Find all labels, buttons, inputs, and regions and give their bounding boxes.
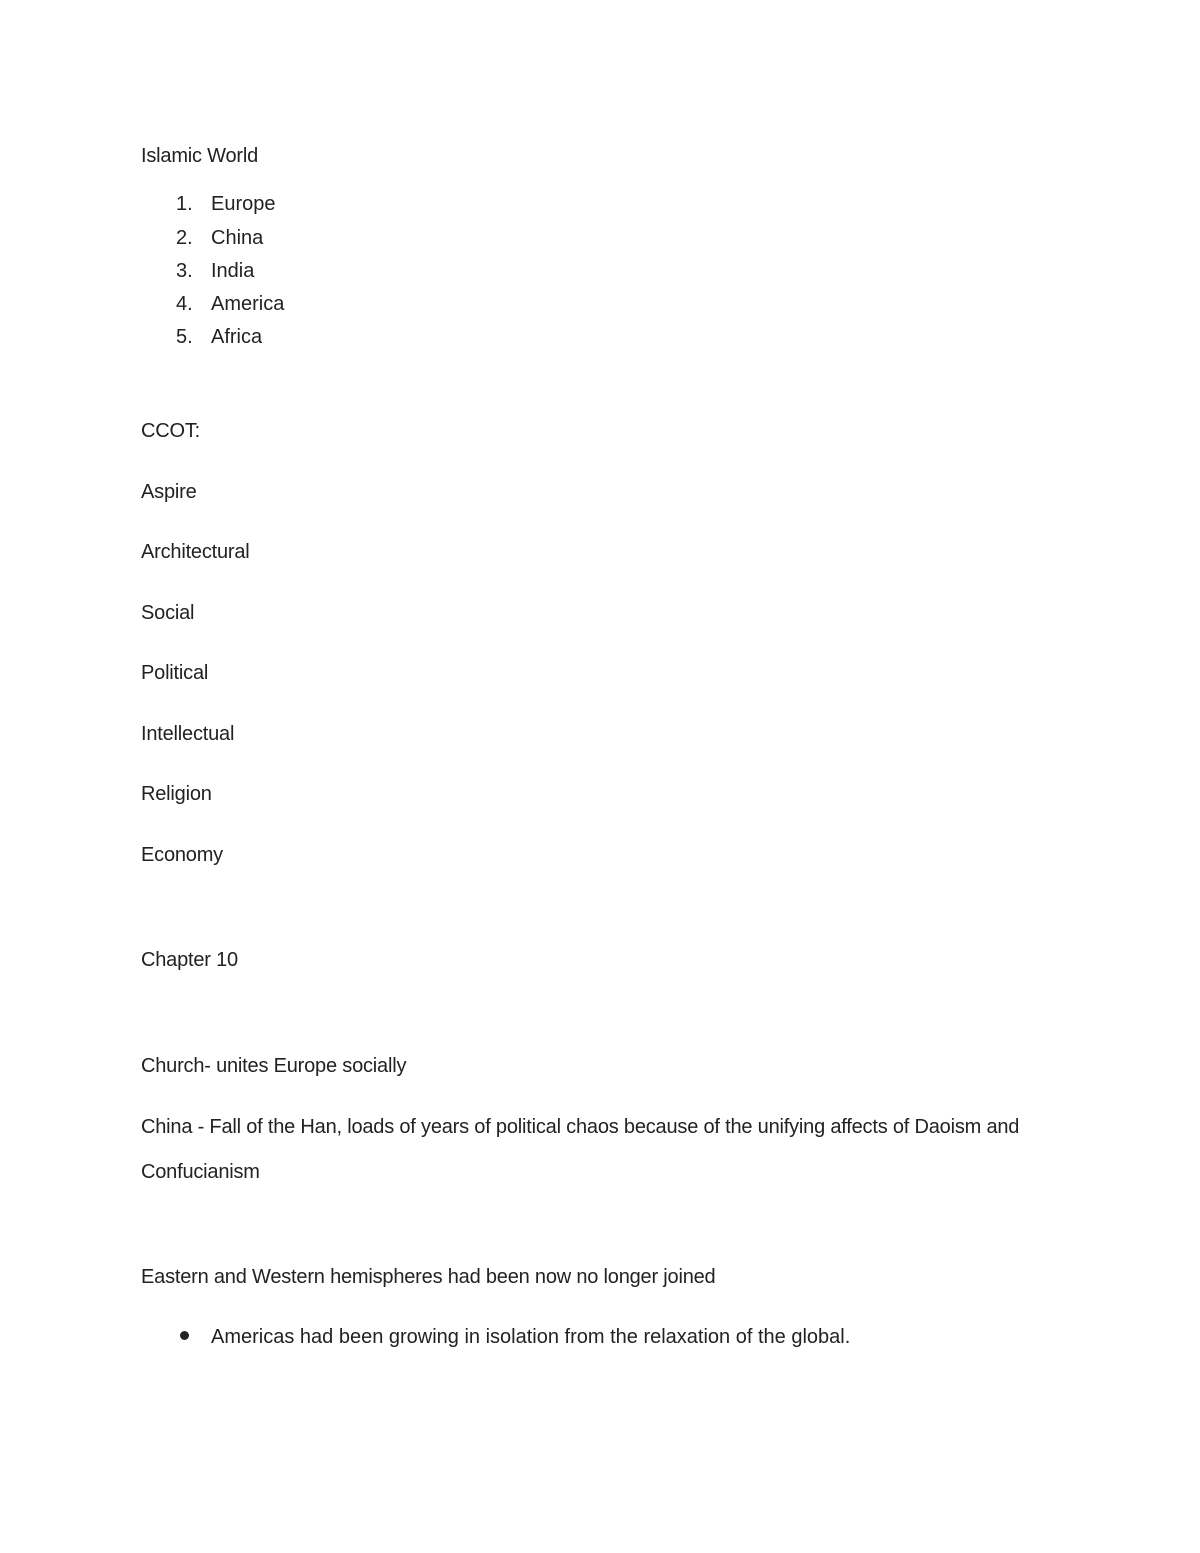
list-item	[176, 325, 262, 349]
chapter-heading: Chapter 10	[141, 949, 238, 971]
china-note-line2: Confucianism	[141, 1161, 260, 1183]
category-architectural: Architectural	[141, 541, 250, 563]
category-religion: Religion	[141, 783, 212, 805]
list-text: India	[211, 260, 255, 282]
category-political: Political	[141, 662, 209, 684]
list-text: Africa	[211, 326, 263, 348]
china-note-line1: China - Fall of the Han, loads of years of political chaos because of the unifying affects of Daoism and	[141, 1116, 1020, 1138]
category-intellectual: Intellectual	[141, 723, 235, 745]
list-item	[176, 259, 254, 283]
list-number: 2.	[176, 227, 193, 249]
category-aspire: Aspire	[141, 481, 197, 503]
list-item	[176, 226, 263, 250]
church-note: Church- unites Europe socially	[141, 1055, 407, 1077]
list-item	[176, 292, 284, 316]
list-text: Europe	[211, 193, 276, 215]
bullet-item	[176, 1325, 850, 1349]
list-text: China	[211, 227, 264, 249]
heading-islamic-world: Islamic World	[141, 145, 259, 167]
list-number: 4.	[176, 293, 193, 315]
list-number: 3.	[176, 260, 193, 282]
ccot-label: CCOT:	[141, 420, 201, 442]
hemispheres-note: Eastern and Western hemispheres had been now no longer joined	[141, 1266, 716, 1288]
bullet-text: Americas had been growing in isolation from the relaxation of the global.	[211, 1326, 851, 1348]
bullet-icon	[180, 1331, 189, 1340]
category-social: Social	[141, 602, 195, 624]
list-number: 1.	[176, 193, 193, 215]
list-item	[176, 192, 276, 216]
category-economy: Economy	[141, 844, 223, 866]
list-number: 5.	[176, 326, 193, 348]
list-text: America	[211, 293, 285, 315]
